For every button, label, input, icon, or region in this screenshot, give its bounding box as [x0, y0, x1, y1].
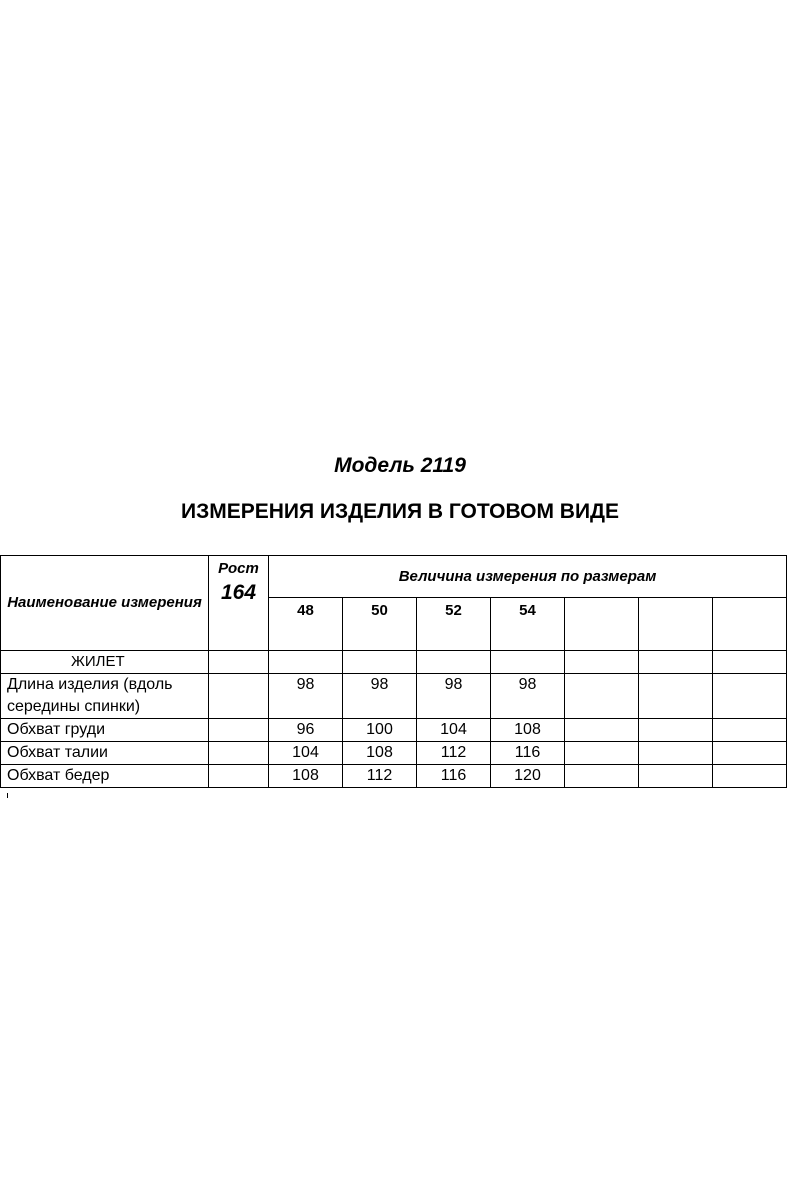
value-cell: 116 — [417, 765, 491, 788]
value-cell: 108 — [343, 742, 417, 765]
value-cell — [565, 742, 639, 765]
height-label: Рост — [218, 560, 259, 577]
value-cell: 96 — [269, 719, 343, 742]
value-cell — [713, 765, 787, 788]
value-cell: 108 — [269, 765, 343, 788]
name-header: Наименование измерения — [1, 556, 209, 651]
value-cell: 100 — [343, 719, 417, 742]
value-cell — [713, 674, 787, 719]
empty-cell — [713, 651, 787, 674]
table-row — [1, 674, 787, 719]
value-cell: 112 — [417, 742, 491, 765]
empty-cell — [639, 651, 713, 674]
table-row — [1, 742, 787, 765]
empty-cell — [417, 651, 491, 674]
section-label: ЖИЛЕТ — [1, 651, 209, 674]
value-cell: 116 — [491, 742, 565, 765]
value-cell — [639, 765, 713, 788]
model-title: Модель 2119 — [334, 454, 466, 477]
value-cell: 98 — [491, 674, 565, 719]
values-header: Величина измерения по размерам — [269, 556, 787, 598]
section-row — [1, 651, 787, 674]
size-cell: 48 — [269, 598, 343, 651]
empty-cell — [269, 651, 343, 674]
value-cell: 104 — [269, 742, 343, 765]
measurement-label: Длина изделия (вдоль середины спинки) — [1, 674, 209, 719]
measurements-table — [0, 555, 787, 788]
value-cell: 108 — [491, 719, 565, 742]
height-cell — [209, 674, 269, 719]
height-cell — [209, 719, 269, 742]
size-cell — [565, 598, 639, 651]
value-cell: 98 — [417, 674, 491, 719]
value-cell — [713, 742, 787, 765]
value-cell: 98 — [269, 674, 343, 719]
height-cell — [209, 742, 269, 765]
table-row — [1, 719, 787, 742]
empty-cell — [343, 651, 417, 674]
size-cell — [639, 598, 713, 651]
header-row — [1, 556, 787, 598]
height-cell — [209, 765, 269, 788]
value-cell: 98 — [343, 674, 417, 719]
stray-mark — [7, 793, 8, 798]
document-title: ИЗМЕРЕНИЯ ИЗДЕЛИЯ В ГОТОВОМ ВИДЕ — [180, 500, 620, 523]
value-cell — [565, 674, 639, 719]
value-cell — [639, 719, 713, 742]
height-value: 164 — [220, 581, 257, 604]
value-cell — [639, 674, 713, 719]
measurement-label: Обхват бедер — [1, 765, 209, 788]
value-cell: 112 — [343, 765, 417, 788]
value-cell — [565, 765, 639, 788]
empty-cell — [491, 651, 565, 674]
size-cell: 54 — [491, 598, 565, 651]
size-cell: 50 — [343, 598, 417, 651]
empty-cell — [209, 651, 269, 674]
value-cell: 104 — [417, 719, 491, 742]
measurement-label: Обхват талии — [1, 742, 209, 765]
table-row — [1, 765, 787, 788]
value-cell — [565, 719, 639, 742]
size-cell: 52 — [417, 598, 491, 651]
measurement-label: Обхват груди — [1, 719, 209, 742]
value-cell — [713, 719, 787, 742]
size-cell — [713, 598, 787, 651]
value-cell — [639, 742, 713, 765]
height-header — [209, 556, 269, 651]
value-cell: 120 — [491, 765, 565, 788]
empty-cell — [565, 651, 639, 674]
